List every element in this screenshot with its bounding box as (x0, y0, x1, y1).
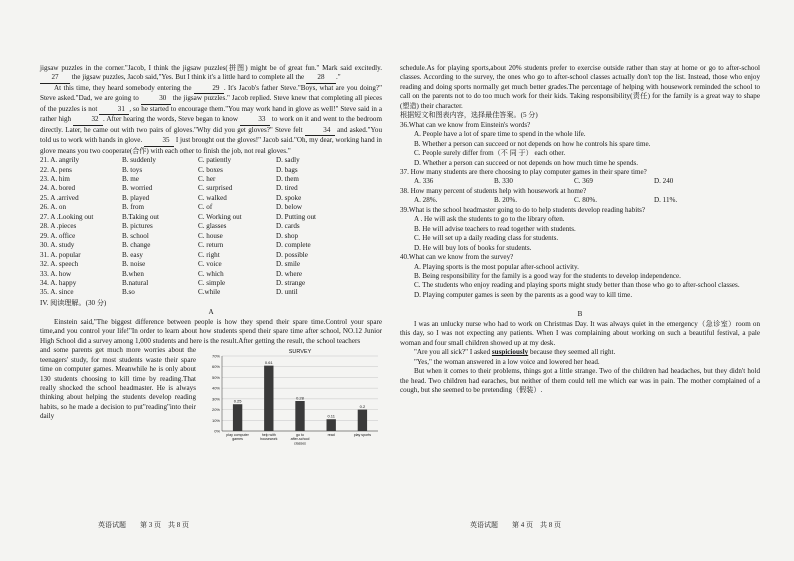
category-label-3: read (327, 433, 335, 438)
bar-2 (295, 401, 304, 431)
data-label-0: 0.25 (233, 398, 242, 404)
option-row (40, 166, 382, 175)
option-cell: D. strange (276, 278, 306, 287)
category-label-2: go to after-school classes (290, 433, 310, 446)
option-row (40, 251, 382, 260)
questions-block (400, 121, 760, 301)
option-cell: D. smile (276, 260, 301, 269)
passage-b-paragraph-4: But when it comes to their problems, things got a little strange. Two of the children had headaches, but they didn't hold the head. Two children had earaches, but neither of them could tell me which ear was in pain. The mother complained of a cough, but she seemed to be pretending（假装）. (400, 367, 760, 394)
option-cell: D. until (276, 288, 298, 297)
option-cell: 30. A. study (40, 241, 75, 250)
page-footer-right: 英语试题 第 4 页 共 8 页 (470, 521, 561, 529)
option-cell: B. played (122, 193, 150, 202)
option-row (40, 194, 382, 203)
option-cell: D. spoke (276, 193, 302, 202)
option-cell: 26. A. on (40, 203, 67, 212)
option-cell: C. Working out (198, 212, 242, 221)
option-cell: C. her (198, 174, 216, 183)
question-option: A . He will ask the students to go to the library often. (414, 215, 565, 224)
option-cell: B. change (122, 241, 151, 250)
option-cell: 23. A. him (40, 174, 70, 183)
blank-30: 30 (141, 94, 171, 104)
question-option: D. 240 (654, 177, 674, 186)
question-option-row (400, 196, 760, 205)
option-row (40, 279, 382, 288)
page-footer-left: 英语试题 第 3 页 共 8 页 (98, 521, 189, 529)
passage-b-paragraph-1: I was an unlucky nurse who had to work on Christmas Day. It was always quiet in the emergency（急诊室）room on this day, so I was not expecting any patients. When I was complaining about working on such a beautiful festival, a pale woman and four small children showed up at my desk. (400, 319, 760, 347)
y-tick-label: 10% (211, 417, 220, 423)
option-row (40, 270, 382, 279)
data-label-4: 0.2 (359, 404, 366, 410)
bar-0 (233, 404, 242, 431)
question-option: C. The students who enjoy reading and playing sports might study better than those who go to after-school classes. (414, 281, 740, 290)
blank-34: 34 (305, 126, 335, 136)
option-cell: B.when (122, 269, 144, 278)
option-cell: D. complete (276, 241, 311, 250)
question-stem: 36.What can we know from Einstein's words? (400, 120, 531, 129)
blank-33: 33 (240, 115, 270, 125)
y-tick-label: 60% (211, 364, 220, 370)
category-label-0: play computer games (226, 433, 249, 442)
blank-28: 28 (306, 73, 336, 83)
cloze-paragraph-2: At this time, they heard somebody entering the 29 . It's Jacob's father Steve."Boys, what are you doing?" Steve asked."Dad, we are going to 30 the jigsaw puzzles." Jacob replied. Steve knew that completing all pieces of the puzzles is not 31 , so he started to encourage them."You may work hand in glove as well!" Steve said in a rather high 32 . After hearing the words, Steve began to know 33 to work on it and went to the bedroom directly. Later, he came out with two pairs of gloves."Why did you get gloves?" Steve felt 34 and asked."You told us to work with hands in glove. 35 I just brought out the gloves!" Jacob said."Oh, my dear, working hand in glove means you two cooperate(合作) with each other to finish the job, not real gloves." (40, 83, 382, 155)
blank-32: 32 (73, 115, 103, 125)
question-option: D. Whether a person can succeed or not depends on how much time he spends. (414, 158, 639, 167)
option-cell: 29. A. office (40, 231, 76, 240)
option-cell: 34. A. happy (40, 278, 77, 287)
passage-a-label: A (208, 308, 214, 317)
option-cell: B. school (122, 231, 149, 240)
survey-chart (202, 347, 382, 455)
option-cell: C. walked (198, 193, 227, 202)
option-cell: C. house (198, 231, 223, 240)
question-option: D. Playing computer games is seen by the parents as a good way to kill time. (414, 290, 633, 299)
passage-b-label: B (577, 310, 583, 319)
passage-a-paragraph-3: schedule.As for playing sports,about 20% students prefer to exercise outside rather than stay at home or go to after-school classes. According to the survey, the ones who go to after-school classes actually don't top the list. Instead, those who enjoy reading and doing sports normally get much better grades.The percentage of helping with housework reminded the school to call on the parents not to do too much work for their kids. Taking responsibility(责任) for the family is a great way to shape (塑造) their character. (400, 64, 760, 110)
option-cell: 32. A. speech (40, 260, 79, 269)
option-cell: 27. A .Looking out (40, 212, 94, 221)
bar-3 (327, 419, 336, 431)
option-cell: C. boxes (198, 165, 223, 174)
question-option: C. People surely differ from（不 同 于） each other. (414, 149, 566, 158)
option-cell: 35. A. since (40, 288, 74, 297)
y-tick-label: 0% (214, 428, 220, 434)
option-row (40, 241, 382, 250)
option-cell: D. Putting out (276, 212, 317, 221)
option-cell: D. cards (276, 222, 300, 231)
underlined-word: suspiciously (491, 348, 529, 357)
question-option: A. Playing sports is the most popular after-school activity. (414, 262, 579, 271)
option-cell: B. easy (122, 250, 143, 259)
option-row (40, 184, 382, 193)
question-option: B. 20%. (494, 196, 518, 205)
left-column (40, 64, 382, 455)
question-stem: 40.What can we know from the survey? (400, 253, 514, 262)
option-cell: 33. A. how (40, 269, 72, 278)
option-row (40, 260, 382, 269)
y-tick-label: 40% (211, 385, 220, 391)
survey-chart-svg (202, 347, 382, 455)
question-option: B. Being responsibility for the family is a good way for the students to develop independence. (414, 271, 681, 280)
option-row (40, 175, 382, 184)
question-option: B. He will advise teachers to read together with students. (414, 224, 576, 233)
option-cell: B. pictures (122, 222, 153, 231)
passage-a-paragraph-2: and some parents get much more worries about the teenagers' study, for most students waste their spare time on computer games. Meanwhile he is only about 130 students choosing to kill time by reading.That really shocked the school headmaster. He is always thinking about helping the students develop reading habits, so he made a decision to put"reading"into their daily (40, 346, 196, 421)
instruction: 根据短文和图表内容，选择最佳答案。(5 分) (400, 111, 538, 120)
question-option: A. 28%. (414, 196, 438, 205)
bar-1 (264, 366, 273, 431)
y-tick-label: 30% (211, 396, 220, 402)
option-cell: 22. A. pens (40, 165, 72, 174)
option-cell: C. surprised (198, 184, 233, 193)
option-cell: B. me (122, 174, 139, 183)
category-label-4: play sports (353, 433, 372, 438)
option-cell: C. patiently (198, 156, 232, 165)
question-option: C. He will set up a daily reading class for students. (414, 234, 559, 243)
cloze-paragraph-1: jigsaw puzzles in the corner."Jacob, I think the jigsaw puzzles(拼图) might be of great fun." Mark said excitedly. 27 the jigsaw puzzles, Jacob said,"Yes. But I think it's a little hard to complete all the 28 ." (40, 64, 382, 84)
option-cell: B.so (122, 288, 135, 297)
passage-b-paragraph-3: "Yes," the woman answered in a low voice and lowered her head. (414, 357, 600, 366)
data-label-3: 0.11 (327, 413, 335, 419)
question-stem: 37. How many students are there choosing to play computer games in their spare time? (400, 167, 647, 176)
data-label-2: 0.28 (296, 395, 304, 401)
option-cell: D. sadly (276, 156, 300, 165)
option-cell: B.natural (122, 278, 149, 287)
option-row (40, 203, 382, 212)
passage-a-paragraph-1: Einstein said,"The biggest difference between people is how they spend their spare time.Control your spare time,and you control your life!"In order to learn about how students spend their spare time after school, NO.12 Junior High School did a survey among 1,000 students and here is the result.After getting the result, the school teachers (40, 317, 382, 345)
question-option: D. He will buy lots of books for students. (414, 243, 532, 252)
option-cell: C. which (198, 269, 224, 278)
question-option: A. People have a lot of spare time to spend in the whole life. (414, 130, 586, 139)
category-label-1: help with housework (260, 433, 278, 442)
question-stem: 38. How many percent of students help with housework at home? (400, 186, 587, 195)
option-cell: 28. A .pieces (40, 222, 77, 231)
passage-b-paragraph-2: "Are you all sick?" I asked suspiciously because they seemed all right. (414, 348, 616, 357)
blank-29: 29 (194, 84, 224, 94)
option-cell: 21. A. angrily (40, 156, 80, 165)
option-row (40, 288, 382, 297)
option-cell: 24. A. bored (40, 184, 76, 193)
option-cell: B. toys (122, 165, 143, 174)
blank-31: 31 (99, 105, 129, 115)
option-cell: 31. A. popular (40, 250, 81, 259)
data-label-1: 0.61 (264, 360, 273, 366)
option-cell: D. tired (276, 184, 298, 193)
option-cell: C. voice (198, 260, 222, 269)
option-row (40, 222, 382, 231)
question-stem: 39.What is the school headmaster going to do to help students develop reading habits? (400, 205, 646, 214)
y-tick-label: 20% (211, 407, 220, 413)
chart-title: SURVEY (288, 349, 312, 356)
blank-35: 35 (144, 136, 174, 146)
option-row (40, 232, 382, 241)
option-cell: B. noise (122, 260, 146, 269)
option-cell: B.Taking out (122, 212, 159, 221)
option-cell: B. worried (122, 184, 153, 193)
option-cell: D. bags (276, 165, 298, 174)
option-cell: C.while (198, 288, 221, 297)
option-row (40, 213, 382, 222)
option-cell: D. where (276, 269, 302, 278)
question-option: B. Whether a person can succeed or not depends on how he controls his spare time. (414, 139, 651, 148)
right-column (400, 64, 760, 395)
option-cell: D. possible (276, 250, 308, 259)
question-option: D. 11%. (654, 196, 678, 205)
option-cell: B. suddenly (122, 156, 156, 165)
question-option: A. 336 (414, 177, 434, 186)
option-cell: D. shop (276, 231, 299, 240)
question-option: C. 80%. (574, 196, 598, 205)
bar-4 (358, 410, 367, 431)
option-cell: D. them (276, 174, 299, 183)
options-table (40, 156, 382, 298)
question-option: B. 330 (494, 177, 513, 186)
y-tick-label: 70% (211, 353, 220, 359)
y-tick-label: 50% (211, 375, 220, 381)
option-row (40, 156, 382, 165)
question-option: C. 369 (574, 177, 593, 186)
option-cell: C. return (198, 241, 224, 250)
blank-27: 27 (40, 73, 70, 83)
option-cell: C. right (198, 250, 220, 259)
option-cell: 25. A .arrived (40, 193, 79, 202)
question-option-row (400, 177, 760, 186)
option-cell: C. simple (198, 278, 226, 287)
option-cell: B. from (122, 203, 145, 212)
option-cell: C. of (198, 203, 213, 212)
option-cell: D. below (276, 203, 303, 212)
section-title: IV. 阅读理解。(30 分) (40, 298, 107, 307)
option-cell: C. glasses (198, 222, 227, 231)
